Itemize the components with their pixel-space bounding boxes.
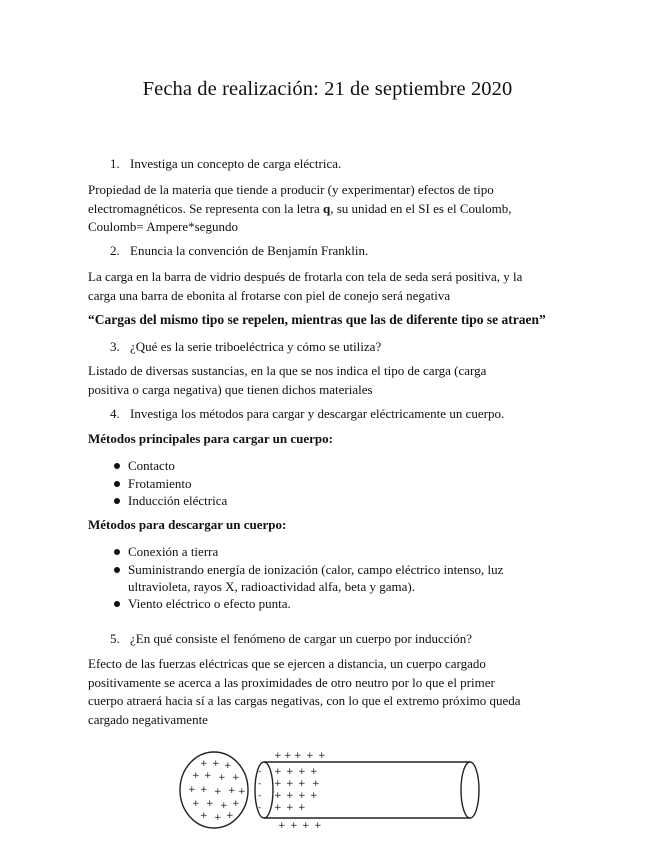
question-4-number: 4. [110,406,120,421]
discharge-methods-list [88,543,568,613]
rod-charge: + [298,803,306,813]
answer-3 [88,362,578,399]
rod-charge: - [258,767,262,777]
rod-charge: + [274,791,282,801]
induction-diagram [178,748,483,834]
charge-methods-heading: Métodos principales para cargar un cuerpo: [88,431,333,446]
rod-charge: - [258,803,262,813]
sphere-charge: + [228,786,236,796]
rod-charge: + [294,751,302,761]
answer-1-line-2a: electromagnéticos. Se representa con la letra [88,200,323,216]
rod-charge: + [298,779,306,789]
rod-charge: + [298,767,306,777]
rod-charge: + [274,751,282,761]
answer-3-line-2: positiva o carga negativa) que tienen dichos materiales [88,381,373,397]
sphere-charge: + [206,799,214,809]
answer-2-line-2: carga una barra de ebonita al frotarse con piel de conejo será negativa [88,287,451,303]
sphere-charge: + [226,811,234,821]
rod-charge: + [284,751,292,761]
answer-1-symbol-q: q [322,200,331,216]
question-4 [110,405,504,423]
sphere-charge: + [188,785,196,795]
discharge-2-line-2: ultravioleta, rayos X, radioactividad alfa, beta y gama). [128,578,415,594]
rod-charge: + [298,791,306,801]
franklin-quote: “Cargas del mismo tipo se repelen, mientras que las de diferente tipo se atraen” [88,312,546,327]
question-1-number: 1. [110,156,120,171]
list-item: Frotamiento [88,475,568,492]
rod-body [264,762,470,818]
sphere-charge: + [218,773,226,783]
sphere-charges [188,759,246,823]
rod-charge: + [310,767,318,777]
sphere-charge: + [200,759,208,769]
answer-2-line-1: La carga en la barra de vidrio después de frotarla con tela de seda será positiva, y la [88,269,523,284]
rod-charge: + [286,779,294,789]
question-2-number: 2. [110,243,120,258]
question-1 [110,155,341,173]
page-title: Fecha de realización: 21 de septiembre 2020 [142,78,513,100]
rod-charge: + [306,751,314,761]
question-2 [110,242,368,260]
rod-charge: + [278,821,286,831]
sphere-charge: + [224,761,232,771]
sphere-charge: + [232,773,240,783]
question-2-text: Enuncia la convención de Benjamín Franklin. [130,243,369,258]
question-3-number: 3. [110,339,120,354]
rod-charge: + [312,779,320,789]
list-item: Inducción eléctrica [88,492,568,509]
question-5-text: ¿En qué consiste el fenómeno de cargar un cuerpo por inducción? [130,631,472,646]
answer-1-line-3: Coulomb= Ampere*segundo [88,219,238,234]
rod-charge: + [290,821,298,831]
sphere-charge: + [214,813,222,823]
sphere-charge: + [238,787,246,797]
question-1-text: Investiga un concepto de carga eléctrica. [130,156,342,171]
sphere-charge: + [212,759,220,769]
rod-charges [258,751,326,831]
question-5-number: 5. [110,631,120,646]
rod-charge: + [310,791,318,801]
list-item: Contacto [88,457,568,474]
sphere-charge: + [200,785,208,795]
sphere-charge: + [232,799,240,809]
rod-far-end [461,762,479,818]
rod-charge: + [318,751,326,761]
answer-1-line-2c: , su unidad en el SI es el Coulomb, [330,200,512,216]
sphere-charge: + [200,811,208,821]
rod-charge: + [274,779,282,789]
discharge-methods-heading: Métodos para descargar un cuerpo: [88,517,287,532]
answer-1-line-1: Propiedad de la materia que tiende a producir (y experimentar) efectos de tipo [88,182,494,197]
rod-charge: + [286,803,294,813]
question-4-text: Investiga los métodos para cargar y descargar eléctricamente un cuerpo. [130,406,505,421]
list-item [88,561,568,595]
discharge-2-line-1: Suministrando energía de ionización (calor, campo eléctrico intenso, luz [128,561,504,577]
answer-5-line-2: positivamente se acerca a las proximidades de otro neutro por lo que el primer [88,674,495,690]
answer-1-line-2 [88,200,578,219]
list-item: Viento eléctrico o efecto punta. [88,595,568,612]
sphere-charge: + [220,801,228,811]
sphere-charge: + [214,787,222,797]
rod-charge: + [314,821,322,831]
answer-5-line-3: cuerpo atraerá hacia sí a las cargas negativas, con lo que el extremo próximo queda [88,693,521,708]
rod-charge: - [258,779,262,789]
charge-methods-list [88,457,568,510]
rod-charge: - [258,791,262,801]
list-item: Conexión a tierra [88,543,568,560]
question-5 [110,630,472,648]
rod-charge: + [286,767,294,777]
rod-charge: + [302,821,310,831]
rod-charge: + [274,767,282,777]
question-3-text: ¿Qué es la serie triboeléctrica y cómo se utiliza? [130,339,382,354]
answer-5 [88,655,578,729]
rod-charge: + [274,803,282,813]
answer-5-line-4: cargado negativamente [88,711,208,727]
answer-5-line-1: Efecto de las fuerzas eléctricas que se ejercen a distancia, un cuerpo cargado [88,656,486,671]
answer-2 [88,268,578,305]
sphere-charge: + [204,771,212,781]
answer-3-line-1: Listado de diversas sustancias, en la que se nos indica el tipo de carga (carga [88,363,487,378]
sphere-charge: + [192,771,200,781]
question-3 [110,338,381,356]
sphere-charge: + [192,799,200,809]
answer-1 [88,181,578,237]
rod-charge: + [286,791,294,801]
